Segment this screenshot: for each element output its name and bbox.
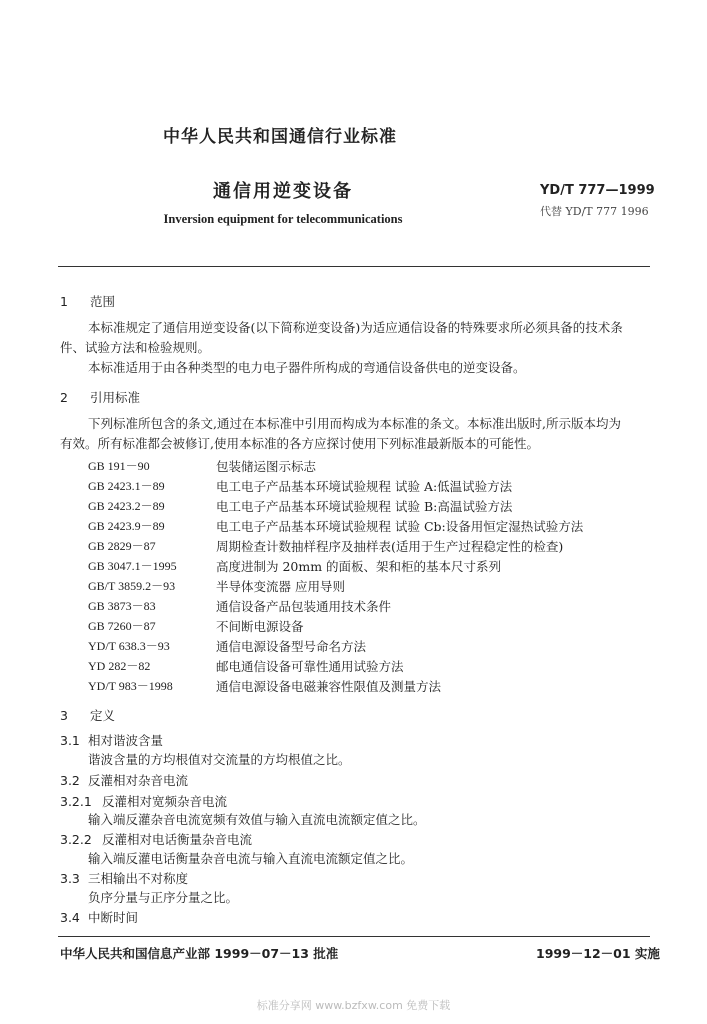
section-title: 定义 <box>90 708 116 723</box>
section-title: 范围 <box>90 294 116 309</box>
reference-title: 邮电通信设备可靠性通用试验方法 <box>216 659 404 674</box>
definition-3-3-heading <box>60 869 188 887</box>
reference-title: 电工电子产品基本环境试验规程 试验 Cb:设备用恒定湿热试验方法 <box>216 519 584 534</box>
reference-code: GB 2423.1－89 <box>88 479 165 493</box>
reference-title: 高度进制为 20mm 的面板、架和柜的基本尺寸系列 <box>216 559 502 574</box>
document-title: 通信用逆变设备 <box>213 181 353 202</box>
definition-3-1-heading <box>60 731 163 749</box>
reference-code: YD/T 638.3－93 <box>88 639 170 653</box>
reference-code: GB 2423.9－89 <box>88 519 165 533</box>
reference-title: 包装储运图示标志 <box>216 459 317 474</box>
references-intro-line2: 有效。所有标准都会被修订,使用本标准的各方应探讨使用下列标准最新版本的可能性。 <box>60 436 539 451</box>
definition-3-2-1-heading <box>60 792 227 810</box>
watermark: 标准分享网 www.bzfxw.com 免费下载 <box>256 999 451 1012</box>
definition-3-2-2-heading <box>60 830 252 848</box>
clause-title: 中断时间 <box>88 910 139 925</box>
header-divider <box>58 266 650 267</box>
scope-para2: 本标准适用于由各种类型的电力电子器件所构成的弯通信设备供电的逆变设备。 <box>88 360 526 375</box>
reference-title: 电工电子产品基本环境试验规程 试验 A:低温试验方法 <box>216 479 513 494</box>
definition-3-4-heading <box>60 908 138 926</box>
reference-title: 通信设备产品包装通用技术条件 <box>216 599 392 614</box>
section-2-heading <box>60 388 140 406</box>
clause-number: 3.2.1 <box>60 794 92 809</box>
clause-number: 3.3 <box>60 871 80 886</box>
section-number: 3 <box>60 708 68 723</box>
english-title: Inversion equipment for telecommunications <box>163 212 403 226</box>
reference-code: GB 2829－87 <box>88 539 156 553</box>
section-title: 引用标准 <box>90 390 141 405</box>
clause-title: 反灌相对杂音电流 <box>88 773 189 788</box>
section-1-heading <box>60 292 115 310</box>
clause-number: 3.4 <box>60 910 80 925</box>
section-3-heading <box>60 706 115 724</box>
clause-title: 三相输出不对称度 <box>88 871 189 886</box>
reference-title: 周期检查计数抽样程序及抽样表(适用于生产过程稳定性的检查) <box>216 539 564 554</box>
definition-3-2-heading <box>60 771 188 789</box>
replaces-note: 代替 YD/T 777 1996 <box>540 205 649 218</box>
reference-title: 电工电子产品基本环境试验规程 试验 B:高温试验方法 <box>216 499 513 514</box>
definition-3-1-text: 谐波含量的方均根值对交流量的方均根值之比。 <box>88 752 351 767</box>
standard-number: YD/T 777—1999 <box>540 183 655 198</box>
reference-title: 通信电源设备型号命名方法 <box>216 639 367 654</box>
clause-title: 相对谐波含量 <box>88 733 164 748</box>
scope-para1-line2: 件、试验方法和检验规则。 <box>60 340 211 355</box>
approval-note: 中华人民共和国信息产业部 1999－07－13 批准 <box>60 946 339 961</box>
definition-3-3-text: 负序分量与正序分量之比。 <box>88 890 239 905</box>
implementation-date: 1999－12－01 实施 <box>536 946 660 961</box>
clause-number: 3.1 <box>60 733 80 748</box>
definition-3-2-2-text: 输入端反灌电话衡量杂音电流与输入直流电流额定值之比。 <box>88 851 414 866</box>
reference-code: GB 191－90 <box>88 459 150 473</box>
reference-title: 半导体变流器 应用导则 <box>216 579 345 594</box>
scope-para1-line1: 本标准规定了通信用逆变设备(以下简称逆变设备)为适应通信设备的特殊要求所必须具备的技术条 <box>88 320 623 335</box>
clause-number: 3.2.2 <box>60 832 92 847</box>
section-number: 1 <box>60 294 68 309</box>
reference-code: YD 282－82 <box>88 659 151 673</box>
reference-code: GB 2423.2－89 <box>88 499 165 513</box>
clause-number: 3.2 <box>60 773 80 788</box>
reference-code: GB/T 3859.2－93 <box>88 579 176 593</box>
clause-title: 反灌相对宽频杂音电流 <box>102 794 228 809</box>
standard-category: 中华人民共和国通信行业标准 <box>163 127 397 147</box>
reference-code: YD/T 983－1998 <box>88 679 173 693</box>
clause-title: 反灌相对电话衡量杂音电流 <box>102 832 253 847</box>
definition-3-2-1-text: 输入端反灌杂音电流宽频有效值与输入直流电流额定值之比。 <box>88 812 426 827</box>
footer-divider <box>58 936 650 937</box>
reference-title: 通信电源设备电磁兼容性限值及测量方法 <box>216 679 442 694</box>
reference-title: 不间断电源设备 <box>216 619 304 634</box>
reference-code: GB 3873－83 <box>88 599 156 613</box>
references-intro-line1: 下列标准所包含的条文,通过在本标准中引用而构成为本标准的条文。本标准出版时,所示版本均为 <box>88 416 621 431</box>
reference-code: GB 7260－87 <box>88 619 156 633</box>
reference-code: GB 3047.1－1995 <box>88 559 177 573</box>
section-number: 2 <box>60 390 68 405</box>
